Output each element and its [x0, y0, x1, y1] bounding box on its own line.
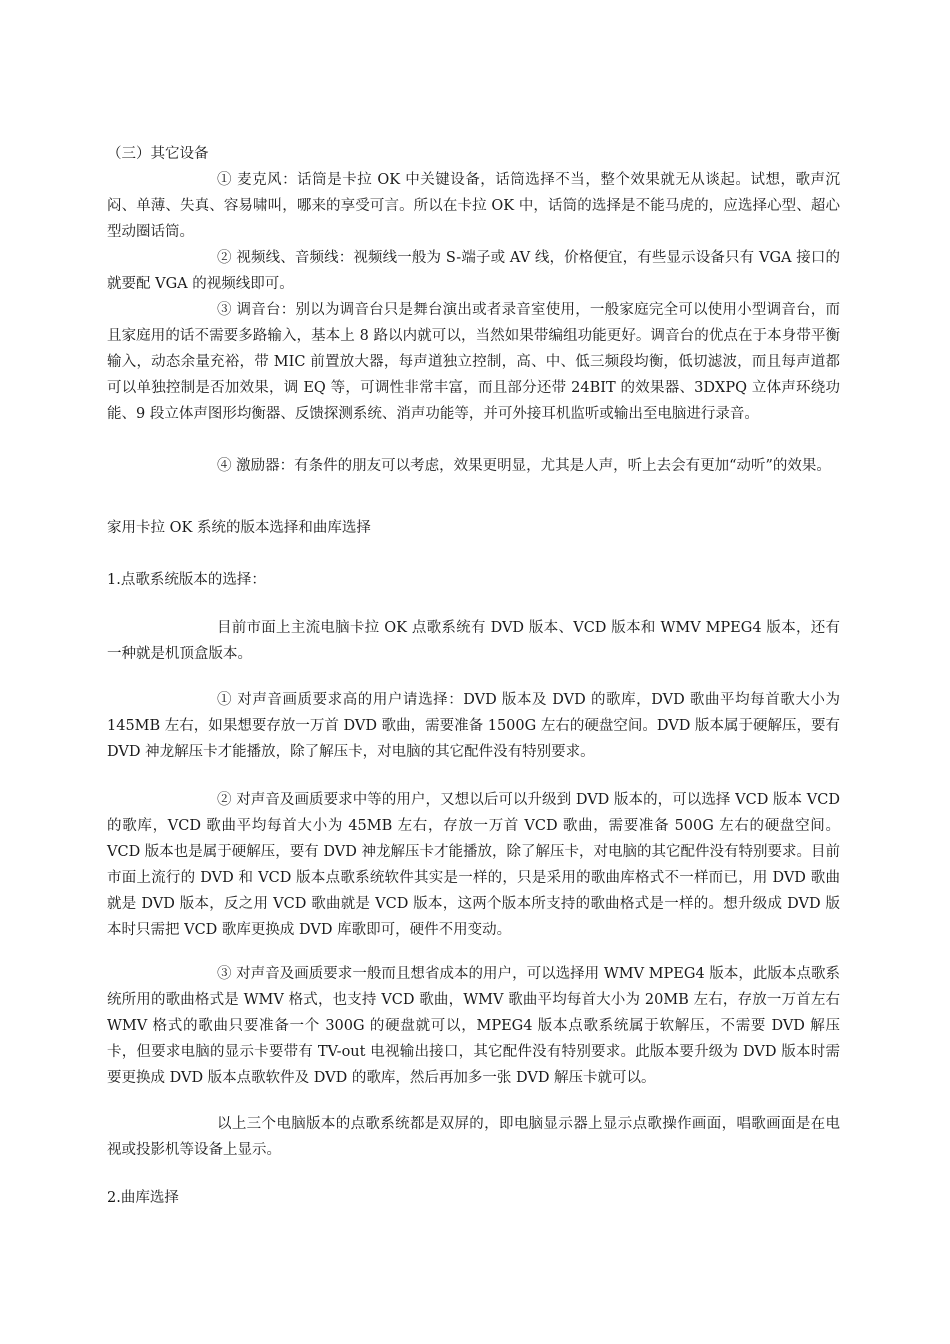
- paragraph-summary: 以上三个电脑版本的点歌系统都是双屏的，即电脑显示器上显示点歌操作画面，唱歌画面是在电视或投影机等设备上显示。: [107, 1116, 840, 1158]
- paragraph-video-audio-cable: ② 视频线、音频线：视频线一般为 S-端子或 AV 线，价格便宜，有些显示设备只有 VGA 接口的就要配 VGA 的视频线即可。: [107, 250, 840, 292]
- paragraph-dvd-option: ① 对声音画质要求高的用户请选择：DVD 版本及 DVD 的歌库，DVD 歌曲平均每首歌大小为 145MB 左右，如果想要存放一万首 DVD 歌曲，需要准备 1500G 左右的硬盘空间。DVD 版本属于硬解压，要有 DVD 神龙解压卡才能播放，除了解压卡，对电脑的其它配件没有特别要求。: [107, 692, 840, 760]
- subheading-library-selection: 2.曲库选择: [107, 1190, 179, 1206]
- paragraph-microphone: ① 麦克风：话筒是卡拉 OK 中关键设备，话筒选择不当，整个效果就无从谈起。试想，歌声沉闷、单薄、失真、容易啸叫，哪来的享受可言。所以在卡拉 OK 中，话筒的选择是不能马虎的，应选择心型、超心型动圈话筒。: [107, 172, 840, 240]
- paragraph-mixer: ③ 调音台：别以为调音台只是舞台演出或者录音室使用，一般家庭完全可以使用小型调音台，而且家庭用的话不需要多路输入，基本上 8 路以内就可以，当然如果带编组功能更好。调音台的优点在于本身带平衡输入，动态余量充裕，带 MIC 前置放大器，每声道独立控制，高、中、低三频段均衡，低切滤波，而且每声道都可以单独控制是否加效果，调 EQ 等，可调性非常丰富，而且部分还带 24BIT 的效果器、3DXPQ 立体声环绕功能、9 段立体声图形均衡器、反馈探测系统、消声功能等，并可外接耳机监听或输出至电脑进行录音。: [107, 302, 840, 422]
- subheading-version-selection: 1.点歌系统版本的选择：: [107, 572, 266, 588]
- paragraph-version-intro: 目前市面上主流电脑卡拉 OK 点歌系统有 DVD 版本、VCD 版本和 WMV MPEG4 版本，还有一种就是机顶盒版本。: [107, 620, 840, 662]
- section-heading-other-equipment: （三）其它设备: [107, 146, 209, 162]
- section-title-version: 家用卡拉 OK 系统的版本选择和曲库选择: [107, 520, 371, 536]
- paragraph-vcd-option: ② 对声音及画质要求中等的用户，又想以后可以升级到 DVD 版本的，可以选择 VCD 版本 VCD 的歌库，VCD 歌曲平均每首大小为 45MB 左右，存放一万首 VCD 歌曲，需要准备 500G 左右的硬盘空间。VCD 版本也是属于硬解压，要有 DVD 神龙解压卡才能播放，除了解压卡，对电脑的其它配件没有特别要求。目前市面上流行的 DVD 和 VCD 版本点歌系统软件其实是一样的，只是采用的歌曲库格式不一样而已，用 DVD 歌曲就是 DVD 版本，反之用 VCD 歌曲就是 VCD 版本，这两个版本所支持的歌曲格式是一样的。想升级成 DVD 版本时只需把 VCD 歌库更换成 DVD 库歌即可，硬件不用变动。: [107, 792, 840, 938]
- paragraph-wmv-option: ③ 对声音及画质要求一般而且想省成本的用户，可以选择用 WMV MPEG4 版本，此版本点歌系统所用的歌曲格式是 WMV 格式，也支持 VCD 歌曲，WMV 歌曲平均每首大小为 20MB 左右，存放一万首左右 WMV 格式的歌曲只要准备一个 300G 的硬盘就可以，MPEG4 版本点歌系统属于软解压，不需要 DVD 解压卡，但要求电脑的显示卡要带有 TV-out 电视输出接口，其它配件没有特别要求。此版本要升级为 DVD 版本时需要更换成 DVD 版本点歌软件及 DVD 的歌库，然后再加多一张 DVD 解压卡就可以。: [107, 966, 840, 1086]
- paragraph-exciter: ④ 激励器：有条件的朋友可以考虑，效果更明显，尤其是人声，听上去会有更加“动听”的效果。: [217, 458, 831, 474]
